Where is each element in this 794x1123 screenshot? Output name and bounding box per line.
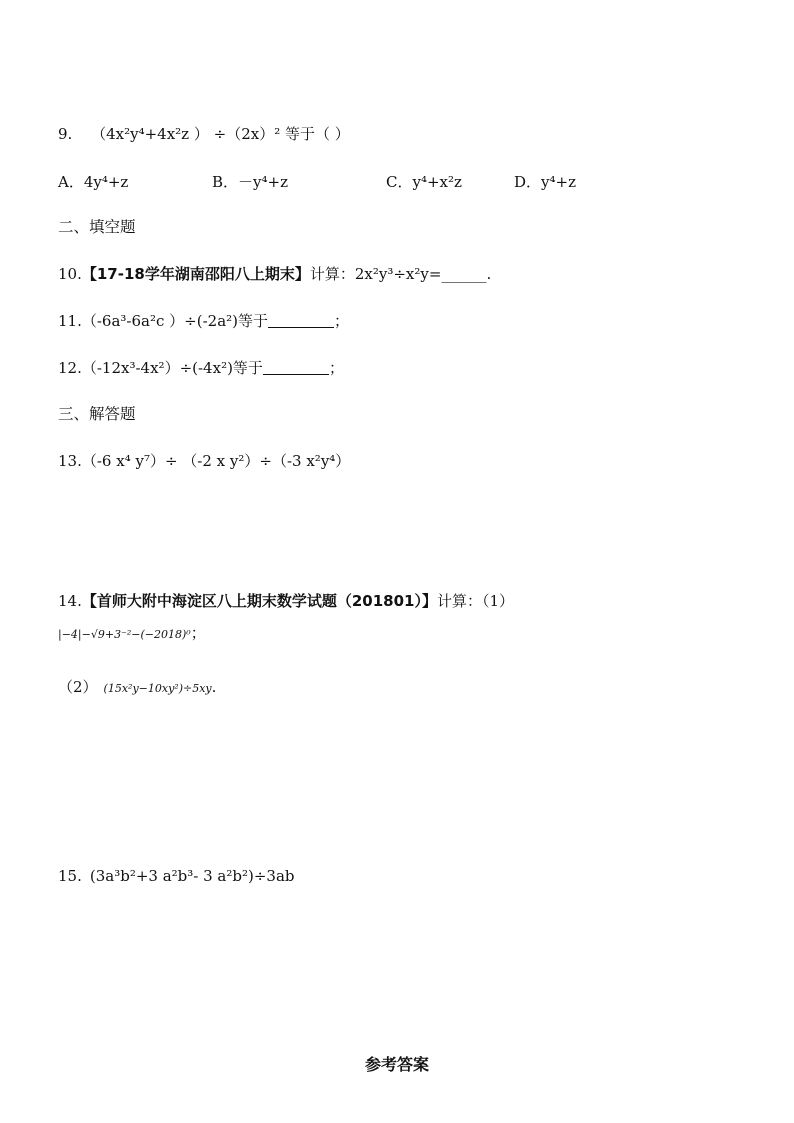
question-source: 【首师大附中海淀区八上期末数学试题（201801）】 — [81, 592, 437, 610]
option-b: B．－y⁴+z — [212, 173, 288, 191]
part-label: （2） — [58, 678, 98, 696]
answer-blank — [268, 313, 334, 328]
question-number: 15. — [58, 867, 82, 885]
question-text: （-6 x⁴ y⁷）÷ （-2 x y²）÷（-3 x²y⁴） — [81, 452, 351, 470]
question-13 — [58, 451, 350, 471]
question-14 — [58, 591, 514, 611]
section-heading-solve: 三、解答题 — [58, 405, 136, 423]
question-number: 9. — [58, 125, 73, 143]
question-14-part-2 — [58, 677, 216, 699]
answer-key-heading: 参考答案 — [364, 1055, 429, 1074]
question-14-part-1 — [58, 623, 206, 645]
question-10 — [58, 264, 491, 284]
question-number: 11. — [58, 312, 82, 330]
section-heading-fill-in: 二、填空题 — [58, 218, 136, 236]
option-d: D．y⁴+z — [514, 173, 576, 191]
part-end: . — [211, 678, 217, 696]
question-15 — [58, 866, 295, 886]
formula-part-1: |−4|−√9+3⁻²−(−2018)⁰ — [58, 628, 191, 641]
question-number: 14. — [58, 592, 82, 610]
question-text: （-6a³-6a²c ）÷(-2a²)等于 — [81, 312, 269, 330]
question-source: 【17-18学年湖南邵阳八上期末】 — [81, 265, 310, 283]
question-lead: 计算：（1） — [436, 592, 515, 610]
answer-blank — [263, 360, 329, 375]
question-text: 计算：2x²y³÷x²y= — [309, 265, 442, 283]
question-11 — [58, 311, 349, 331]
question-9-options — [58, 172, 678, 192]
question-end: ； — [328, 359, 344, 377]
question-stem: （4x²y⁴+4x²z ） ÷（2x）² 等于（ ） — [91, 125, 350, 143]
question-number: 13. — [58, 452, 82, 470]
option-a: A．4y⁴+z — [58, 173, 129, 191]
question-number: 12. — [58, 359, 82, 377]
question-end: ； — [334, 312, 350, 330]
answer-blank: ______ — [441, 265, 487, 283]
question-text: (3a³b²+3 a²b³- 3 a²b²)÷3ab — [89, 867, 295, 885]
question-9 — [58, 124, 350, 144]
question-end: . — [486, 265, 492, 283]
option-c: C．y⁴+x²z — [386, 173, 462, 191]
question-number: 10. — [58, 265, 82, 283]
part-end: ； — [190, 624, 206, 642]
question-12 — [58, 358, 344, 378]
question-text: （-12x³-4x²）÷(-4x²)等于 — [81, 359, 263, 377]
formula-part-2: (15x²y−10xy²)÷5xy — [103, 682, 212, 695]
